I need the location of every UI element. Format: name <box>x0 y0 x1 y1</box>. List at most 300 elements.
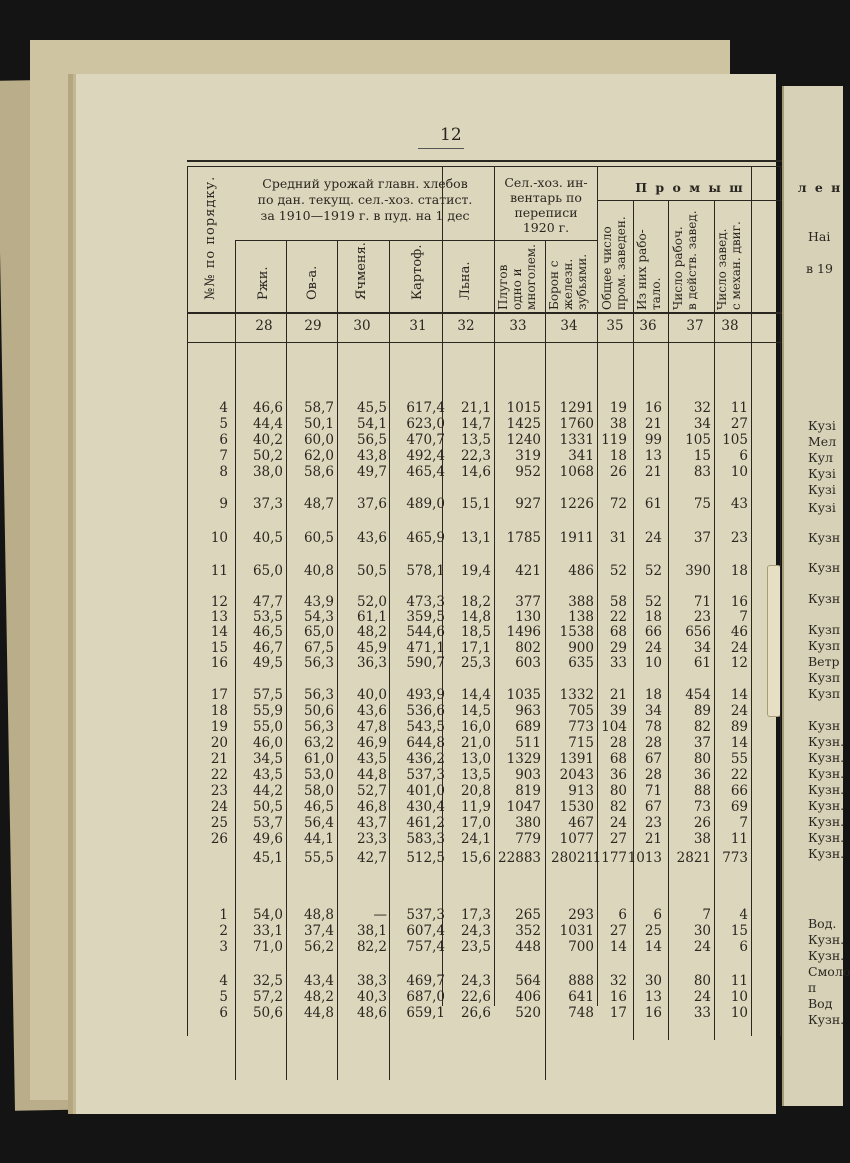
harvest-subrule <box>235 240 494 241</box>
table-cell: 22,6 <box>460 989 491 1005</box>
table-cell: 49,7 <box>356 464 387 480</box>
table-cell: 23 <box>730 530 748 546</box>
table-cell: 31 <box>609 530 627 546</box>
table-cell: 1538 <box>559 624 594 640</box>
table-cell: 14 <box>730 687 748 703</box>
table-cell: 454 <box>685 687 711 703</box>
table-cell: 448 <box>515 939 541 955</box>
table-cell: 406 <box>515 989 541 1005</box>
table-cell: 82,2 <box>356 939 387 955</box>
table-cell: 1530 <box>559 799 594 815</box>
table-cell: 6 <box>653 907 662 923</box>
facing-page-fragment: п <box>808 980 817 995</box>
table-cell: 80 <box>609 783 627 799</box>
table-cell: 50,1 <box>303 416 334 432</box>
table-cell: 470,7 <box>406 432 445 448</box>
table-cell: 46,8 <box>356 799 387 815</box>
table-cell: 56,5 <box>356 432 387 448</box>
table-cell: 54,3 <box>303 609 334 625</box>
facing-page-fragment: Кузі <box>808 466 836 481</box>
row-number: 4 <box>219 400 228 416</box>
industry-header: пром. заведен. <box>614 216 628 310</box>
table-cell: 24 <box>644 530 662 546</box>
total-cell: 15,6 <box>460 850 491 866</box>
table-cell: 687,0 <box>406 989 445 1005</box>
table-cell: 520 <box>515 1005 541 1021</box>
table-cell: 757,4 <box>406 939 445 955</box>
table-cell: 40,2 <box>252 432 283 448</box>
table-cell: 13,5 <box>460 432 491 448</box>
inventory-header: одно и <box>510 268 524 310</box>
inventory-group-header: Сел.-хоз. ин- <box>504 175 588 190</box>
total-cell: 2821 <box>676 850 711 866</box>
inventory-header: зубьями. <box>575 253 589 310</box>
facing-page-fragment: Кузн. <box>808 814 845 829</box>
table-cell: 61,1 <box>356 609 387 625</box>
table-cell: 55,9 <box>252 703 283 719</box>
table-cell: 50,6 <box>303 703 334 719</box>
table-cell: 52 <box>609 563 627 579</box>
table-cell: 24,1 <box>460 831 491 847</box>
table-cell: 18 <box>609 448 627 464</box>
table-cell: 14 <box>730 735 748 751</box>
table-cell: 12 <box>730 655 748 671</box>
table-cell: 28 <box>644 735 662 751</box>
table-cell: 49,6 <box>252 831 283 847</box>
table-cell: 6 <box>618 907 627 923</box>
table-cell: 38 <box>609 416 627 432</box>
table-cell: 700 <box>568 939 594 955</box>
table-cell: 6 <box>739 939 748 955</box>
table-cell: 40,5 <box>252 530 283 546</box>
table-cell: 30 <box>644 973 662 989</box>
table-cell: 659,1 <box>406 1005 445 1021</box>
column-number: 35 <box>606 318 624 334</box>
table-cell: 48,8 <box>303 907 334 923</box>
table-cell: 265 <box>515 907 541 923</box>
facing-page-fragment: Вод. <box>808 916 837 931</box>
table-cell: 48,2 <box>303 989 334 1005</box>
table-cell: 359,5 <box>406 609 445 625</box>
table-cell: 130 <box>515 609 541 625</box>
harvest-group-header: по дан. текущ. сел.-хоз. статист. <box>257 192 473 207</box>
table-cell: 802 <box>515 640 541 656</box>
table-cell: 461,2 <box>406 815 445 831</box>
table-cell: 583,3 <box>406 831 445 847</box>
row-number: 20 <box>210 735 228 751</box>
table-cell: 24,3 <box>460 973 491 989</box>
table-cell: 14,4 <box>460 687 491 703</box>
table-cell: 14 <box>644 939 662 955</box>
table-cell: 68 <box>609 624 627 640</box>
table-cell: 903 <box>515 767 541 783</box>
table-cell: 537,3 <box>406 907 445 923</box>
table-cell: 82 <box>693 719 711 735</box>
facing-page-fragment: Кузі <box>808 482 836 497</box>
facing-page-fragment: Кузн. <box>808 932 845 947</box>
row-number: 18 <box>210 703 228 719</box>
row-number: 16 <box>210 655 228 671</box>
table-cell: 71,0 <box>252 939 283 955</box>
table-cell: 1329 <box>506 751 541 767</box>
table-cell: 44,8 <box>356 767 387 783</box>
column-rule <box>668 200 669 1040</box>
column-number: 37 <box>686 318 704 334</box>
table-cell: 603 <box>515 655 541 671</box>
total-cell: 28021 <box>551 850 594 866</box>
top-rule <box>187 160 782 162</box>
facing-page-fragment: Кузі <box>808 500 836 515</box>
facing-page-fragment: Кузн. <box>808 766 845 781</box>
table-cell: 65,0 <box>252 563 283 579</box>
total-cell: 42,7 <box>356 850 387 866</box>
table-cell: 83 <box>693 464 711 480</box>
table-cell: 430,4 <box>406 799 445 815</box>
table-cell: 1291 <box>559 400 594 416</box>
table-cell: 34 <box>693 640 711 656</box>
table-cell: 46,5 <box>252 624 283 640</box>
top-rule-2 <box>187 166 782 167</box>
table-cell: 52 <box>644 563 662 579</box>
table-cell: 138 <box>568 609 594 625</box>
table-cell: 34 <box>644 703 662 719</box>
table-cell: 46,0 <box>252 735 283 751</box>
table-cell: 319 <box>515 448 541 464</box>
table-cell: 39 <box>609 703 627 719</box>
table-cell: 380 <box>515 815 541 831</box>
table-cell: 644,8 <box>406 735 445 751</box>
total-cell: 512,5 <box>406 850 445 866</box>
table-cell: 22,3 <box>460 448 491 464</box>
table-cell: 635 <box>568 655 594 671</box>
column-number: 31 <box>409 318 427 334</box>
table-cell: 50,2 <box>252 448 283 464</box>
table-cell: 53,0 <box>303 767 334 783</box>
column-number: 33 <box>509 318 527 334</box>
column-rule <box>187 166 188 1036</box>
table-cell: 27 <box>609 923 627 939</box>
table-cell: 53,7 <box>252 815 283 831</box>
row-number: 2 <box>219 923 228 939</box>
row-number: 6 <box>219 432 228 448</box>
table-cell: 14,6 <box>460 464 491 480</box>
facing-page-fragment: Кузп <box>808 686 841 701</box>
table-cell: 641 <box>568 989 594 1005</box>
row-number: 5 <box>219 989 228 1005</box>
table-cell: 80 <box>693 973 711 989</box>
table-cell: 607,4 <box>406 923 445 939</box>
table-cell: 21 <box>644 831 662 847</box>
row-number: 6 <box>219 1005 228 1021</box>
table-cell: 492,4 <box>406 448 445 464</box>
table-cell: 63,2 <box>303 735 334 751</box>
table-cell: 43,8 <box>356 448 387 464</box>
table-cell: 23 <box>644 815 662 831</box>
table-cell: 779 <box>515 831 541 847</box>
table-cell: 17 <box>609 1005 627 1021</box>
facing-page-fragment: Кузн <box>808 591 841 606</box>
table-cell: 623,0 <box>406 416 445 432</box>
crop-header: Льна. <box>458 261 473 300</box>
table-cell: 18 <box>730 563 748 579</box>
table-cell: 927 <box>515 496 541 512</box>
table-cell: 18 <box>644 687 662 703</box>
table-cell: 377 <box>515 594 541 610</box>
table-cell: 16 <box>644 400 662 416</box>
table-cell: 18 <box>644 609 662 625</box>
harvest-group-header: Средний урожай главн. хлебов <box>262 176 468 191</box>
table-cell: 773 <box>568 719 594 735</box>
table-cell: 4 <box>739 907 748 923</box>
table-cell: 26,6 <box>460 1005 491 1021</box>
table-cell: 13,5 <box>460 767 491 783</box>
table-cell: 45,5 <box>356 400 387 416</box>
table-cell: 61,0 <box>303 751 334 767</box>
table-cell: 40,8 <box>303 563 334 579</box>
row-number: 9 <box>219 496 228 512</box>
table-cell: 34 <box>693 416 711 432</box>
table-cell: 54,1 <box>356 416 387 432</box>
table-cell: 18,2 <box>460 594 491 610</box>
table-cell: 55 <box>730 751 748 767</box>
table-cell: 44,2 <box>252 783 283 799</box>
table-cell: 37,3 <box>252 496 283 512</box>
table-cell: 473,3 <box>406 594 445 610</box>
crop-header: Ов-а. <box>305 265 320 300</box>
table-cell: 52,0 <box>356 594 387 610</box>
table-cell: 590,7 <box>406 655 445 671</box>
row-number: 26 <box>210 831 228 847</box>
row-number: 17 <box>210 687 228 703</box>
table-cell: 21 <box>644 416 662 432</box>
table-cell: 61 <box>693 655 711 671</box>
table-cell: 78 <box>644 719 662 735</box>
table-cell: 544,6 <box>406 624 445 640</box>
facing-page-fragment: Вод <box>808 996 833 1011</box>
table-cell: 43,7 <box>356 815 387 831</box>
row-number: 21 <box>210 751 228 767</box>
table-cell: 1031 <box>559 923 594 939</box>
table-cell: 56,3 <box>303 687 334 703</box>
inventory-group-header: переписи <box>514 205 578 220</box>
table-cell: 705 <box>568 703 594 719</box>
table-cell: 56,3 <box>303 719 334 735</box>
table-cell: 10 <box>730 989 748 1005</box>
table-cell: 68 <box>609 751 627 767</box>
table-cell: 22 <box>609 609 627 625</box>
table-cell: 52 <box>644 594 662 610</box>
inventory-header: железн. <box>561 258 575 310</box>
industry-header: Число завед. <box>715 228 729 310</box>
facing-page-fragment: Кузн. <box>808 948 845 963</box>
table-cell: 471,1 <box>406 640 445 656</box>
table-cell: 89 <box>693 703 711 719</box>
row-number: 4 <box>219 973 228 989</box>
table-cell: 58,6 <box>303 464 334 480</box>
table-cell: 24 <box>644 640 662 656</box>
column-rule <box>235 240 236 1080</box>
industry-header: Общее число <box>600 226 614 310</box>
table-cell: 24 <box>609 815 627 831</box>
table-cell: 19,4 <box>460 563 491 579</box>
table-cell: 10 <box>730 1005 748 1021</box>
table-cell: 43,5 <box>356 751 387 767</box>
table-cell: 58 <box>609 594 627 610</box>
table-cell: 52,7 <box>356 783 387 799</box>
column-number: 32 <box>457 318 475 334</box>
table-cell: 421 <box>515 563 541 579</box>
table-cell: 104 <box>601 719 627 735</box>
industry-header: с механ. двиг. <box>729 221 743 310</box>
table-cell: 24 <box>693 989 711 1005</box>
table-cell: 11 <box>730 973 748 989</box>
facing-page-fragment: Мел <box>808 434 837 449</box>
table-cell: 21 <box>644 464 662 480</box>
table-cell: 32 <box>693 400 711 416</box>
facing-page-fragment: Кул <box>808 450 833 465</box>
table-cell: 21,1 <box>460 400 491 416</box>
table-cell: 33 <box>609 655 627 671</box>
facing-page-fragment: Кузп <box>808 622 841 637</box>
column-number: 38 <box>721 318 739 334</box>
column-rule <box>751 166 752 1036</box>
table-cell: 72 <box>609 496 627 512</box>
table-cell: 22 <box>730 767 748 783</box>
table-cell: 46,7 <box>252 640 283 656</box>
facing-page-fragment: Ветр <box>808 654 840 669</box>
table-cell: 67 <box>644 751 662 767</box>
table-cell: 1331 <box>559 432 594 448</box>
table-cell: 119 <box>601 432 627 448</box>
table-cell: 57,5 <box>252 687 283 703</box>
table-cell: 30 <box>693 923 711 939</box>
table-cell: 1332 <box>559 687 594 703</box>
table-cell: 40,0 <box>356 687 387 703</box>
table-cell: 23 <box>693 609 711 625</box>
row-number: 8 <box>219 464 228 480</box>
table-cell: 10 <box>644 655 662 671</box>
table-cell: 1015 <box>506 400 541 416</box>
table-cell: 1077 <box>559 831 594 847</box>
table-cell: 44,4 <box>252 416 283 432</box>
rownum-header: №№ по порядку. <box>203 175 218 300</box>
table-cell: 37,6 <box>356 496 387 512</box>
table-cell: 28 <box>644 767 662 783</box>
table-cell: — <box>373 907 387 923</box>
table-cell: 36 <box>609 767 627 783</box>
row-number: 5 <box>219 416 228 432</box>
row-number: 10 <box>210 530 228 546</box>
industry-header: в действ. завед. <box>685 210 699 310</box>
table-cell: 486 <box>568 563 594 579</box>
table-cell: 913 <box>568 783 594 799</box>
total-cell: 55,5 <box>303 850 334 866</box>
table-cell: 24,3 <box>460 923 491 939</box>
table-cell: 36 <box>693 767 711 783</box>
table-cell: 25 <box>644 923 662 939</box>
table-cell: 38 <box>693 831 711 847</box>
table-cell: 24 <box>730 640 748 656</box>
table-cell: 67 <box>644 799 662 815</box>
table-cell: 105 <box>722 432 748 448</box>
crop-header: Ржи. <box>256 266 271 300</box>
table-cell: 56,2 <box>303 939 334 955</box>
row-number: 12 <box>210 594 228 610</box>
row-number: 13 <box>210 609 228 625</box>
facing-page-fragment: Кузн. <box>808 830 845 845</box>
table-cell: 89 <box>730 719 748 735</box>
table-cell: 10 <box>730 464 748 480</box>
table-cell: 13 <box>644 989 662 1005</box>
industry-header: Из них рабо- <box>635 229 649 310</box>
table-cell: 27 <box>730 416 748 432</box>
colno-rule <box>187 342 782 343</box>
table-cell: 50,6 <box>252 1005 283 1021</box>
table-cell: 66 <box>644 624 662 640</box>
table-cell: 1760 <box>559 416 594 432</box>
row-number: 19 <box>210 719 228 735</box>
table-cell: 58,7 <box>303 400 334 416</box>
table-cell: 71 <box>644 783 662 799</box>
facing-page-fragment: Кузн. <box>808 734 845 749</box>
row-number: 22 <box>210 767 228 783</box>
facing-page-fragment: Кузн. <box>808 1012 845 1027</box>
table-cell: 16 <box>609 989 627 1005</box>
table-cell: 17,3 <box>460 907 491 923</box>
row-number: 3 <box>219 939 228 955</box>
table-cell: 29 <box>609 640 627 656</box>
total-cell: 22883 <box>498 850 541 866</box>
table-cell: 543,5 <box>406 719 445 735</box>
facing-page-fragment: Кузп <box>808 638 841 653</box>
table-cell: 44,1 <box>303 831 334 847</box>
table-cell: 48,2 <box>356 624 387 640</box>
row-number: 14 <box>210 624 228 640</box>
table-cell: 617,4 <box>406 400 445 416</box>
table-cell: 15 <box>730 923 748 939</box>
table-cell: 33 <box>693 1005 711 1021</box>
table-cell: 21,0 <box>460 735 491 751</box>
row-number: 7 <box>219 448 228 464</box>
table-cell: 28 <box>609 735 627 751</box>
row-number: 1 <box>219 907 228 923</box>
table-cell: 88 <box>693 783 711 799</box>
table-cell: 38,3 <box>356 973 387 989</box>
table-cell: 14,5 <box>460 703 491 719</box>
table-cell: 11 <box>730 831 748 847</box>
total-cell: 1177 <box>592 850 627 866</box>
table-cell: 465,4 <box>406 464 445 480</box>
table-cell: 13,0 <box>460 751 491 767</box>
next-fragment: Наі <box>808 229 831 244</box>
table-cell: 82 <box>609 799 627 815</box>
inventory-group-header: 1920 г. <box>522 220 570 235</box>
table-cell: 401,0 <box>406 783 445 799</box>
column-number: 34 <box>560 318 578 334</box>
row-number: 25 <box>210 815 228 831</box>
table-cell: 390 <box>685 563 711 579</box>
column-rule <box>597 166 598 1006</box>
table-cell: 1496 <box>506 624 541 640</box>
table-cell: 465,9 <box>406 530 445 546</box>
table-cell: 43 <box>730 496 748 512</box>
table-cell: 20,8 <box>460 783 491 799</box>
table-cell: 33,1 <box>252 923 283 939</box>
industry-subrule <box>597 200 782 201</box>
table-cell: 24 <box>730 703 748 719</box>
row-number: 24 <box>210 799 228 815</box>
table-cell: 55,0 <box>252 719 283 735</box>
